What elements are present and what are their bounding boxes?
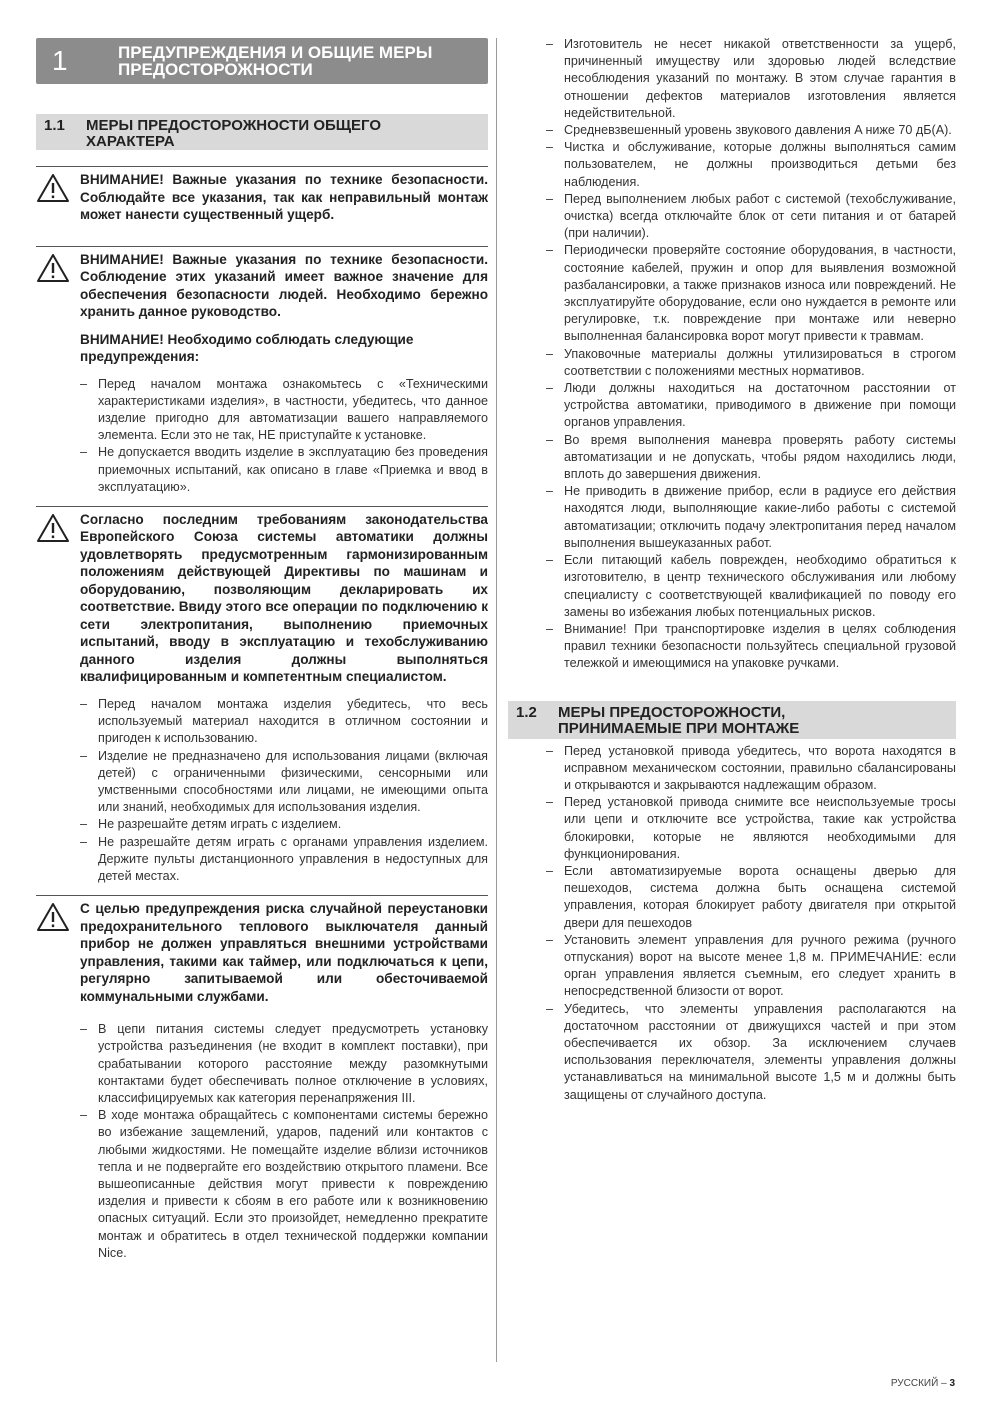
warning-text: Согласно последним требованиям законодательства Европейского Союза системы автоматики должны удовлетворять предусмотренным гармонизированным положениям действующей Директивы по машинам и оборудованию, позволяющим декларировать их соответствие. Ввиду этого все операции по подключению к сети электропитания, выполнению приемочных испытаний, вводу в эксплуатацию и техобслуживанию данного изделия должны выполняться квалифицированным и компетентным специалистом.: [80, 511, 488, 685]
list-item: – Внимание! При транспортировке изделия в целях соблюдения правил техники безопасности пользуйтесь специальной грузовой тележкой и имеющимися на упаковке ручками.: [546, 621, 956, 673]
chapter-number: 1: [52, 45, 68, 76]
divider-rule: [36, 506, 488, 507]
left-column: [36, 38, 488, 1262]
section-title: МЕРЫ ПРЕДОСТОРОЖНОСТИ, ПРИНИМАЕМЫЕ ПРИ МОНТАЖЕ: [558, 703, 800, 737]
column-divider: [496, 38, 497, 1362]
list-item: – Если автоматизируемые ворота оснащены дверью для пешеходов, система должна быть оснащена системой управления, которая блокирует работу двигателя при открытой двери для пешеходов: [546, 863, 956, 932]
list-item: – Перед установкой привода снимите все неиспользуемые тросы или цепи и отключите все устройства, такие как устройства блокировки, которые не являются необходимыми для функционирования.: [546, 794, 956, 863]
bullet-list-2: [80, 696, 488, 885]
bullet-list-4: [546, 36, 956, 673]
list-item: – Изделие не предназначено для использования лицами (включая детей) с ограниченными физическими, сенсорными или умственными способностями или лицами, не имеющими опыта или знаний, необходимых для использования изделия.: [80, 748, 488, 817]
list-item: – Если питающий кабель поврежден, необходимо обратиться к изготовителю, в центр технического обслуживания или любому специалисту с соответствующей квалификацией по поводу его замены во избежания любых потенциальных рисков.: [546, 552, 956, 621]
list-item: – Чистка и обслуживание, которые должны выполняться самим пользователем, не должны производиться детьми без наблюдения.: [546, 139, 956, 191]
divider-rule: [36, 246, 488, 247]
warning-block-3: [36, 511, 488, 686]
list-item: – В ходе монтажа обращайтесь с компонентами системы бережно во избежание защемлений, ударов, падений или контактов с любыми жидкостями. Не помещайте изделие вблизи источников тепла и не подвергайте его воздействию открытого пламени. Все вышеописанные действия могут привести к повреждению изделия и привести к сбоям в его работе или к возникновению опасных ситуаций. Если это произойдет, немедленно прекратите монтаж и обратитесь в отдел технической поддержки компании Nice.: [80, 1107, 488, 1262]
warning-triangle-icon: [36, 251, 80, 321]
list-item: – Средневзвешенный уровень звукового давления A ниже 70 дБ(A).: [546, 122, 956, 139]
list-item: – Не допускается вводить изделие в эксплуатацию без проведения приемочных испытаний, как описано в главе «Приемка и ввод в эксплуатацию».: [80, 444, 488, 496]
warning-text: ВНИМАНИЕ! Важные указания по технике безопасности. Соблюдайте все указания, так как неправильный монтаж может нанести существенный ущерб.: [80, 172, 488, 222]
list-item: – Во время выполнения маневра проверять работу системы автоматизации и не допускать, чтобы рядом находились люди, вплоть до завершения движения.: [546, 432, 956, 484]
list-item: – Не разрешайте детям играть с органами управления изделием. Держите пульты дистанционного управления в недоступных для детей местах.: [80, 834, 488, 886]
divider-rule: [36, 166, 488, 167]
section-header-1-1: [36, 114, 488, 150]
warning-block-4: [36, 900, 488, 1005]
list-item: – Изготовитель не несет никакой ответственности за ущерб, причиненный имуществу или здоровью людей вследствие несоблюдения указаний по монтажу. В этом случае гарантия в отношении дефектов материалов изготовления является недействительной.: [546, 36, 956, 122]
divider-rule: [36, 895, 488, 896]
bullet-list-3: [80, 1021, 488, 1262]
warning-block-1: [36, 171, 488, 224]
list-item: – В цепи питания системы следует предусмотреть установку устройства разъединения (не входит в комплект поставки), при срабатывании которого расстояние между разомкнутыми контактами будет обеспечивать полное отключение в условиях, классифицируемых как категория перенапряжения III.: [80, 1021, 488, 1107]
list-item: – Перед началом монтажа изделия убедитесь, что весь используемый материал находится в отличном состоянии и пригоден к использованию.: [80, 696, 488, 748]
list-item: – Периодически проверяйте состояние оборудования, в частности, состояние кабелей, пружин и опор для выявления возможной разбалансировки, а также признаков износа или повреждений. Не эксплуатируйте оборудование, если оно нуждается в ремонте или регулировке, т.к. повреждение при монтаже или неверно выполненная балансировка ворот могут привести к травмам.: [546, 242, 956, 345]
section-number: 1.1: [44, 117, 65, 134]
list-item: – Перед установкой привода убедитесь, что ворота находятся в исправном механическом состоянии, правильно сбалансированы и открываются и закрываются надлежащим образом.: [546, 743, 956, 795]
list-item: – Люди должны находиться на достаточном расстоянии от устройства автоматики, приводимого в движение при помощи органов управления.: [546, 380, 956, 432]
warning-text: ВНИМАНИЕ! Важные указания по технике безопасности. Соблюдение этих указаний имеет важное значение для обеспечения безопасности людей. Необходимо бережно хранить данное руководство.: [80, 251, 488, 319]
warning-triangle-icon: [36, 171, 80, 224]
list-item: – Упаковочные материалы должны утилизироваться в строгом соответствии с положениями местных нормативов.: [546, 346, 956, 380]
bullet-list-5: [546, 743, 956, 1104]
warning-block-2: [36, 251, 488, 321]
chapter-header: [36, 38, 488, 84]
footer-language: РУССКИЙ –: [890, 1378, 950, 1389]
list-item: – Перед выполнением любых работ с системой (техобслуживание, очистка) всегда отключайте блок от сети питания и от батарей (при наличии).: [546, 191, 956, 243]
page-footer: [891, 1378, 955, 1389]
section-header-1-2: [508, 701, 956, 739]
section-number: 1.2: [516, 703, 537, 721]
list-item: – Не приводить в движение прибор, если в радиусе его действия находятся люди, выполняющие какие-либо работы с системой автоматизации; отключить подачу электропитания перед началом выполнения вышеуказанных работ.: [546, 483, 956, 552]
right-column: [508, 36, 956, 1104]
warning-triangle-icon: [36, 511, 80, 686]
list-item: – Перед началом монтажа ознакомьтесь с «Техническими характеристиками изделия», в частности, убедитесь, что данное изделие пригодно для автоматизации вашего направляемого элемента. Если это не так, НЕ приступайте к установке.: [80, 376, 488, 445]
warning-subheading: ВНИМАНИЕ! Необходимо соблюдать следующие предупреждения:: [80, 331, 414, 364]
page-number: 3: [949, 1378, 955, 1389]
list-item: – Убедитесь, что элементы управления располагаются на достаточном расстоянии от движущихся частей и при этом обеспечивается их обзор. За исключением случаев использования переключателя, элементы управления должны устанавливаться на минимальной высоте 1,5 м и должны быть защищены от случайного доступа.: [546, 1001, 956, 1104]
chapter-title: ПРЕДУПРЕЖДЕНИЯ И ОБЩИЕ МЕРЫ ПРЕДОСТОРОЖНОСТИ: [118, 43, 433, 79]
list-item: – Не разрешайте детям играть с изделием.: [80, 816, 488, 833]
section-title: МЕРЫ ПРЕДОСТОРОЖНОСТИ ОБЩЕГО ХАРАКТЕРА: [86, 117, 382, 150]
bullet-list-1: [80, 376, 488, 496]
warning-text: С целью предупреждения риска случайной переустановки предохранительного теплового выключателя данный прибор не должен управляться внешними устройствами управления, такими как таймер, или подключаться к цепи, регулярно запитываемой или обесточиваемой коммунальными службами.: [80, 901, 488, 1004]
list-item: – Установить элемент управления для ручного режима (ручного отпускания) ворот на высоте менее 1,8 м. ПРИМЕЧАНИЕ: если орган управления является съемным, его следует хранить в непосредственной близости от ворот.: [546, 932, 956, 1001]
warning-triangle-icon: [36, 900, 80, 1005]
